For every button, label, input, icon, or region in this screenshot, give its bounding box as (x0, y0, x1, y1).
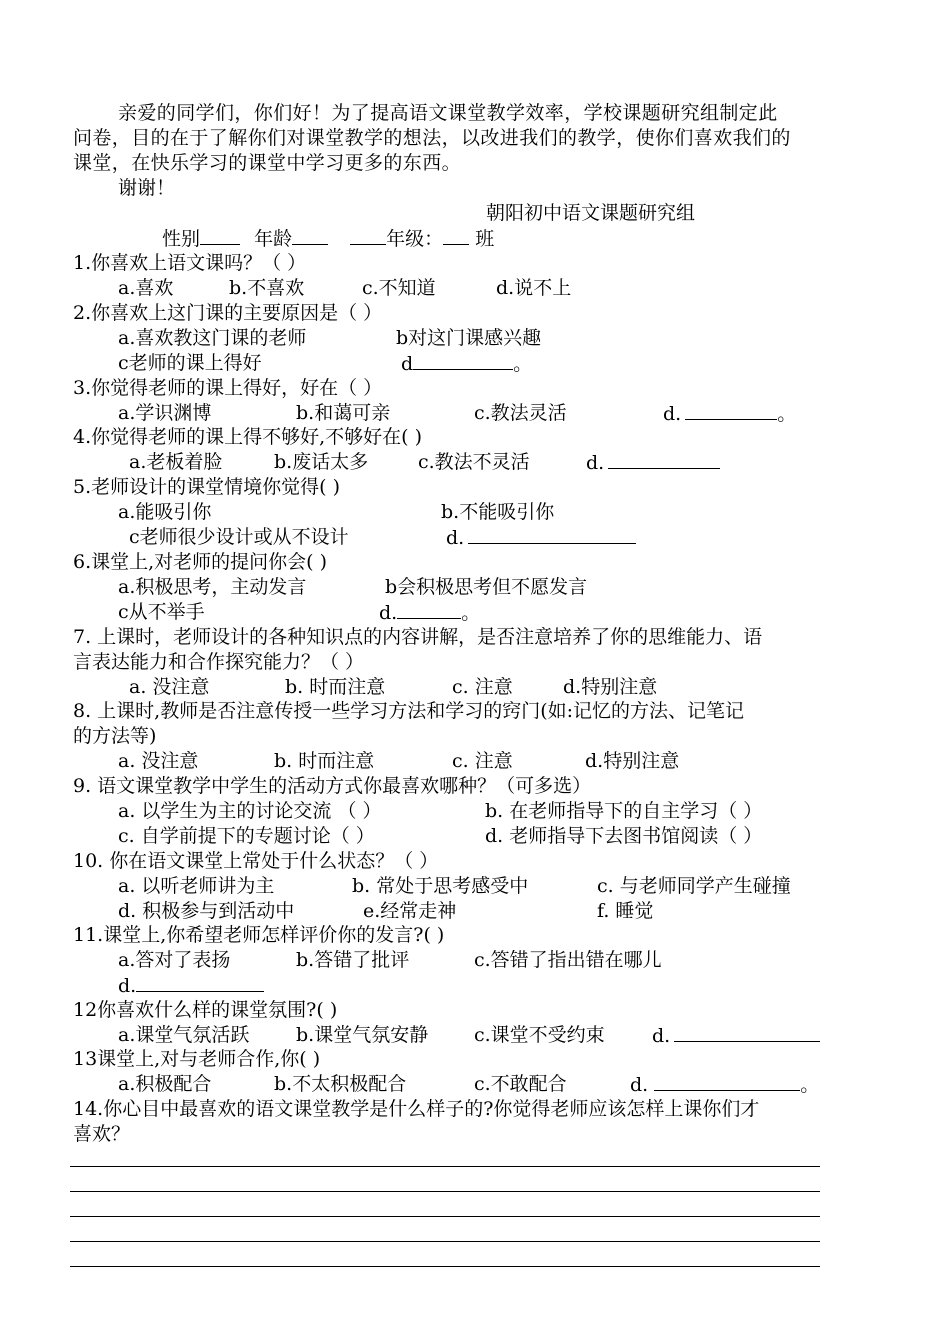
info-line (162, 226, 494, 251)
q1-option-c[interactable]: c.不知道 (362, 277, 436, 299)
q5-option-c[interactable]: c老师很少设计或从不设计 (129, 526, 349, 548)
q2-option-d[interactable]: d 。 (401, 353, 533, 375)
q1-option-d[interactable]: d.说不上 (496, 277, 572, 299)
q7-option-b[interactable]: b. 时而注意 (285, 676, 386, 698)
q9-question: 9. 语文课堂教学中学生的活动方式你最喜欢哪种？（可多选） (73, 775, 592, 797)
q13-option-d[interactable]: d. 。 (630, 1074, 820, 1096)
q4-option-b[interactable]: b.废话太多 (274, 451, 369, 473)
q12-d-blank[interactable] (674, 1023, 820, 1042)
intro-line-1: 亲爱的同学们，你们好！为了提高语文课堂教学效率，学校课题研究组制定此 (118, 102, 778, 124)
q5-option-a[interactable]: a.能吸引你 (118, 501, 212, 523)
q7-question-line-2: 言表达能力和合作探究能力？（ ） (73, 651, 365, 673)
gender-field[interactable] (200, 226, 240, 245)
q10-question: 10. 你在语文课堂上常处于什么状态？（ ） (73, 850, 439, 872)
q1-option-b[interactable]: b.不喜欢 (229, 277, 305, 299)
q13-option-b[interactable]: b.不太积极配合 (274, 1073, 407, 1095)
answer-line-5[interactable] (70, 1266, 820, 1267)
q10-option-c[interactable]: c. 与老师同学产生碰撞 (597, 875, 791, 897)
q8-option-d[interactable]: d.特别注意 (585, 750, 680, 772)
q9-option-b[interactable]: b. 在老师指导下的自主学习（ ） (485, 800, 763, 822)
intro-line-3: 课堂，在快乐学习的课堂中学习更多的东西。 (73, 152, 462, 174)
q8-option-b[interactable]: b. 时而注意 (274, 750, 375, 772)
q8-question-line-2: 的方法等) (73, 725, 157, 747)
q6-option-c[interactable]: c从不举手 (118, 601, 205, 623)
q2-question: 2.你喜欢上这门课的主要原因是（ ） (73, 302, 383, 324)
q2-option-c[interactable]: c老师的课上得好 (118, 352, 262, 374)
q8-option-a[interactable]: a. 没注意 (118, 750, 199, 772)
q7-question-line-1: 7. 上课时，老师设计的各种知识点的内容讲解，是否注意培养了你的思维能力、语 (73, 626, 763, 648)
grade-label: 年级： (386, 228, 444, 250)
gender-label: 性别 (162, 228, 201, 250)
q6-option-a[interactable]: a.积极思考，主动发言 (118, 576, 307, 598)
q2-option-a[interactable]: a.喜欢教这门课的老师 (118, 327, 307, 349)
q12-option-b[interactable]: b.课堂气氛安静 (296, 1024, 429, 1046)
answer-line-1[interactable] (70, 1166, 820, 1167)
q6-d-blank[interactable] (397, 600, 461, 619)
q13-option-c[interactable]: c.不敢配合 (474, 1073, 567, 1095)
q3-question: 3.你觉得老师的课上得好，好在（ ） (73, 377, 383, 399)
q11-option-a[interactable]: a.答对了表扬 (118, 949, 231, 971)
q5-option-b[interactable]: b.不能吸引你 (441, 501, 555, 523)
q10-option-a[interactable]: a. 以听老师讲为主 (118, 875, 275, 897)
q7-option-d[interactable]: d.特别注意 (563, 676, 658, 698)
q7-option-c[interactable]: c. 注意 (452, 676, 513, 698)
q9-option-d[interactable]: d. 老师指导下去图书馆阅读（ ） (485, 825, 763, 847)
answer-line-3[interactable] (70, 1216, 820, 1217)
q4-option-c[interactable]: c.教法不灵活 (418, 451, 530, 473)
class-label: 班 (475, 228, 495, 250)
q9-option-c[interactable]: c. 自学前提下的专题讨论（ ） (118, 825, 375, 847)
q4-option-a[interactable]: a.老板着脸 (129, 451, 223, 473)
q4-option-d[interactable]: d. (586, 450, 720, 475)
q12-option-a[interactable]: a.课堂气氛活跃 (118, 1024, 250, 1046)
q11-option-b[interactable]: b.答错了批评 (296, 949, 410, 971)
q12-option-d[interactable]: d. (652, 1023, 820, 1048)
q5-option-d[interactable]: d. (446, 525, 636, 550)
q10-option-e[interactable]: e.经常走神 (363, 900, 457, 922)
q13-question: 13课堂上,对与老师合作,你( ) (73, 1048, 321, 1070)
q3-option-a[interactable]: a.学识渊博 (118, 402, 212, 424)
intro-line-2: 问卷，目的在于了解你们对课堂教学的想法，以改进我们的教学，使你们喜欢我们的 (73, 127, 791, 149)
q4-d-blank[interactable] (608, 450, 720, 469)
q9-option-a[interactable]: a. 以学生为主的讨论交流 （ ） (118, 800, 382, 822)
q5-d-blank[interactable] (468, 525, 636, 544)
q4-question: 4.你觉得老师的课上得不够好,不够好在( ) (73, 426, 423, 448)
q14-question-line-2: 喜欢？ (73, 1123, 131, 1145)
q11-option-d[interactable]: d. (118, 973, 264, 998)
answer-line-2[interactable] (70, 1191, 820, 1192)
q11-d-blank[interactable] (136, 973, 264, 992)
thanks-text: 谢谢！ (118, 177, 176, 199)
q10-option-b[interactable]: b. 常处于思考感受中 (352, 875, 529, 897)
q12-question: 12你喜欢什么样的课堂氛围?( ) (73, 999, 338, 1021)
q3-option-d[interactable]: d. 。 (663, 403, 797, 425)
q8-question-line-1: 8. 上课时,教师是否注意传授一些学习方法和学习的窍门(如:记忆的方法、记笔记 (73, 700, 745, 722)
q10-option-d[interactable]: d. 积极参与到活动中 (118, 900, 295, 922)
answer-line-4[interactable] (70, 1241, 820, 1242)
q5-question: 5.老师设计的课堂情境你觉得( ) (73, 476, 340, 498)
q6-question: 6.课堂上,对老师的提问你会( ) (73, 551, 328, 573)
q14-question-line-1: 14.你心目中最喜欢的语文课堂教学是什么样子的?你觉得老师应该怎样上课你们才 (73, 1098, 760, 1120)
q2-d-blank[interactable] (413, 351, 513, 370)
q11-option-c[interactable]: c.答错了指出错在哪儿 (474, 949, 662, 971)
class-field[interactable] (443, 226, 469, 245)
q13-option-a[interactable]: a.积极配合 (118, 1073, 212, 1095)
q3-option-c[interactable]: c.教法灵活 (474, 402, 567, 424)
q2-option-b[interactable]: b对这门课感兴趣 (396, 327, 542, 349)
q8-option-c[interactable]: c. 注意 (452, 750, 513, 772)
q11-question: 11.课堂上,你希望老师怎样评价你的发言?( ) (73, 924, 445, 946)
age-field[interactable] (292, 226, 328, 245)
q6-option-b[interactable]: b会积极思考但不愿发言 (385, 576, 588, 598)
q3-d-blank[interactable] (685, 401, 777, 420)
q3-option-b[interactable]: b.和蔼可亲 (296, 402, 391, 424)
q1-question: 1.你喜欢上语文课吗？（ ） (73, 252, 307, 274)
signature: 朝阳初中语文课题研究组 (486, 202, 696, 224)
q12-option-c[interactable]: c.课堂不受约束 (474, 1024, 605, 1046)
q6-option-d[interactable]: d. 。 (379, 602, 481, 624)
q1-option-a[interactable]: a.喜欢 (118, 277, 174, 299)
grade-field[interactable] (350, 226, 386, 245)
age-label: 年龄 (254, 228, 293, 250)
q13-d-blank[interactable] (654, 1072, 800, 1091)
q10-option-f[interactable]: f. 睡觉 (597, 900, 654, 922)
q7-option-a[interactable]: a. 没注意 (129, 676, 210, 698)
